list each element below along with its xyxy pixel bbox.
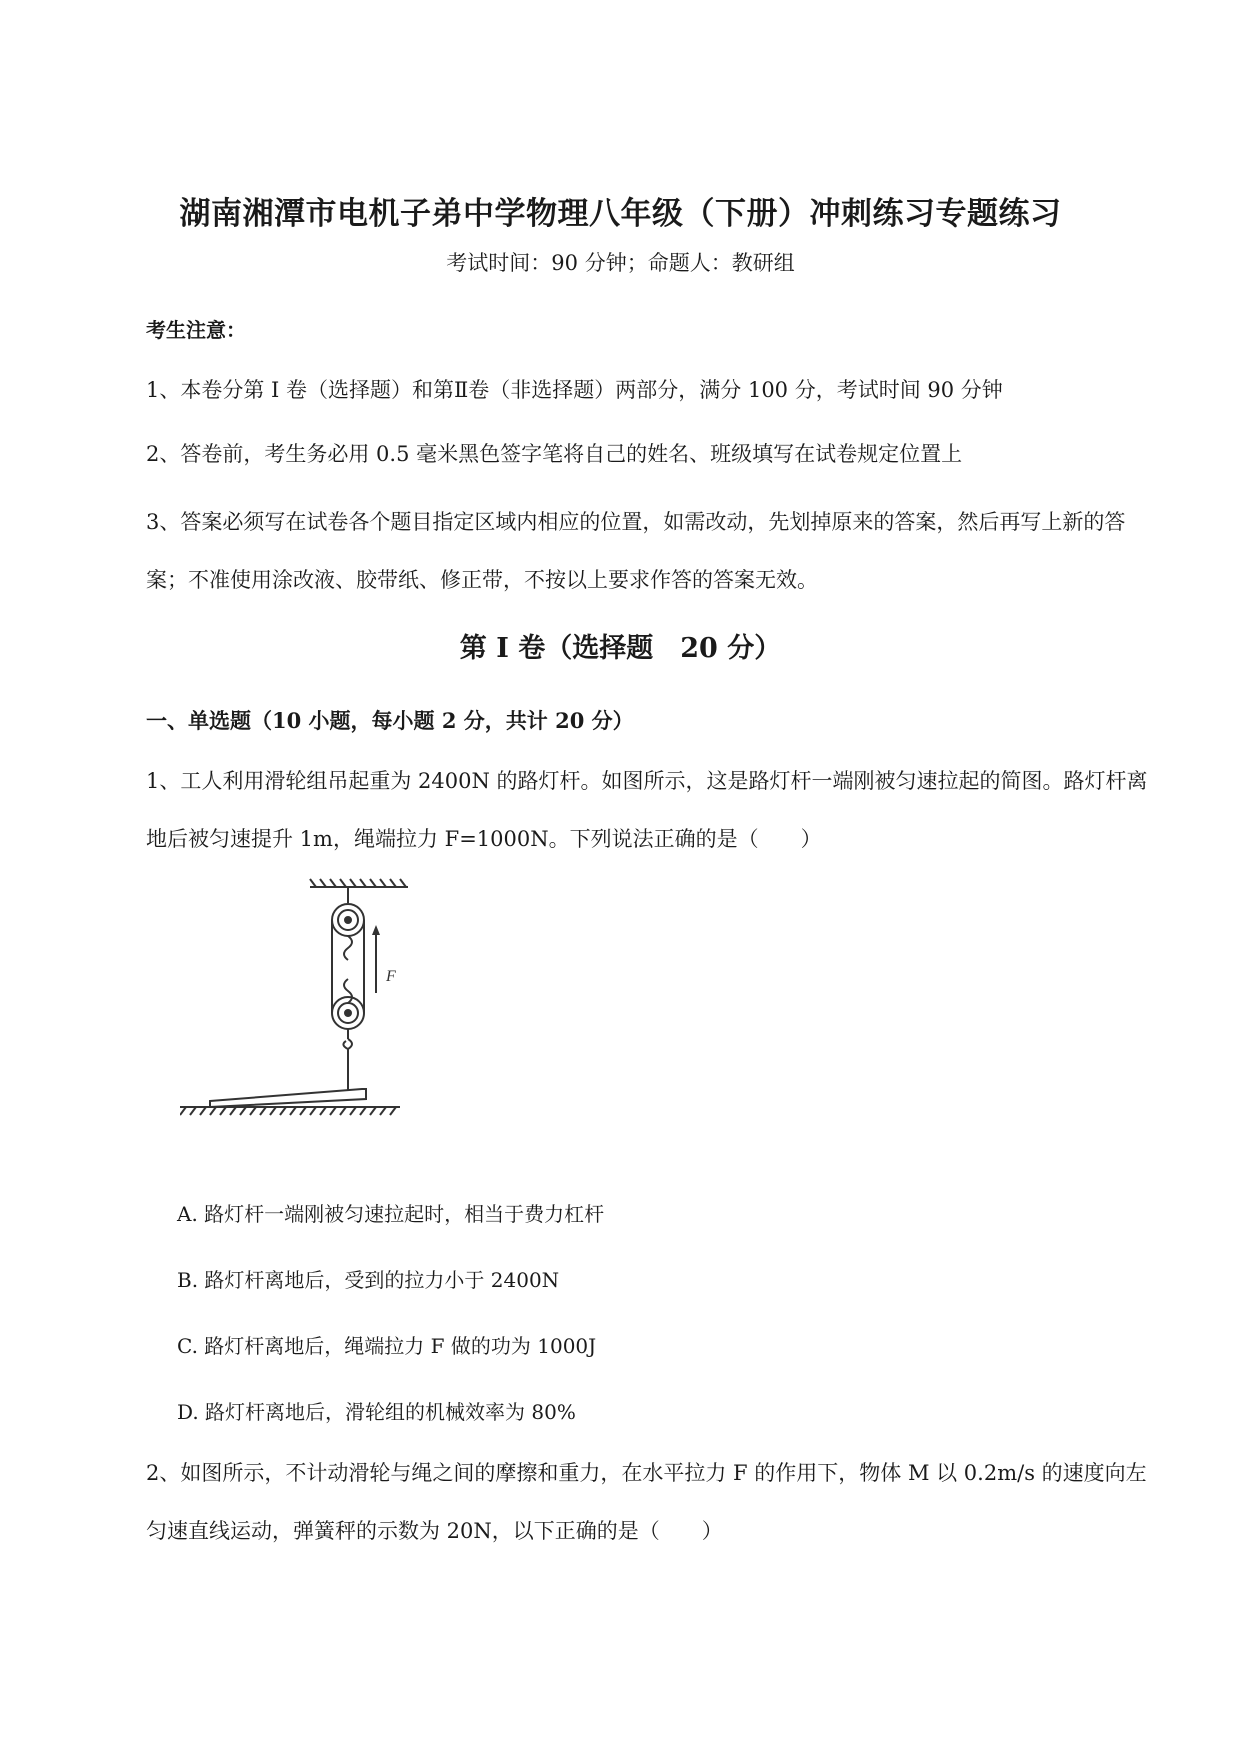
notice-item-1: 1、本卷分第 I 卷（选择题）和第Ⅱ卷（非选择题）两部分，满分 100 分，考试时间 90 分钟	[146, 378, 1003, 402]
question-1-option-d: D. 路灯杆离地后，滑轮组的机械效率为 80%	[177, 1400, 576, 1424]
page-title: 湖南湘潭市电机子弟中学物理八年级（下册）冲刺练习专题练习	[179, 196, 1062, 232]
exam-subtitle: 考试时间：90 分钟；命题人：教研组	[446, 251, 795, 275]
question-2-stem: 2、如图所示，不计动滑轮与绳之间的摩擦和重力，在水平拉力 F 的作用下，物体 M 以 0.2m/s 的速度向左匀速直线运动，弹簧秤的示数为 20N，以下正确的是（ ）	[146, 1461, 1147, 1543]
pulley-diagram	[180, 875, 430, 1135]
question-group-heading: 一、单选题（10 小题，每小题 2 分，共计 20 分）	[146, 708, 634, 733]
notice-item-3: 3、答案必须写在试卷各个题目指定区域内相应的位置，如需改动，先划掉原来的答案，然后再写上新的答案；不准使用涂改液、胶带纸、修正带，不按以上要求作答的答案无效。	[146, 510, 1126, 592]
question-1-stem: 1、工人利用滑轮组吊起重为 2400N 的路灯杆。如图所示，这是路灯杆一端刚被匀速拉起的简图。路灯杆离地后被匀速提升 1m，绳端拉力 F=1000N。下列说法正确的是（ ）	[146, 769, 1148, 851]
force-label: F	[386, 968, 396, 985]
notice-item-2: 2、答卷前，考生务必用 0.5 毫米黑色签字笔将自己的姓名、班级填写在试卷规定位置上	[146, 442, 963, 466]
question-1-option-c: C. 路灯杆离地后，绳端拉力 F 做的功为 1000J	[177, 1334, 597, 1358]
question-1-option-b: B. 路灯杆离地后，受到的拉力小于 2400N	[177, 1268, 560, 1292]
question-1-option-a: A. 路灯杆一端刚被匀速拉起时，相当于费力杠杆	[177, 1202, 605, 1226]
force-arrow-icon	[372, 925, 380, 935]
section-title: 第 I 卷（选择题 20 分）	[459, 633, 782, 664]
notice-heading: 考生注意：	[146, 318, 246, 342]
